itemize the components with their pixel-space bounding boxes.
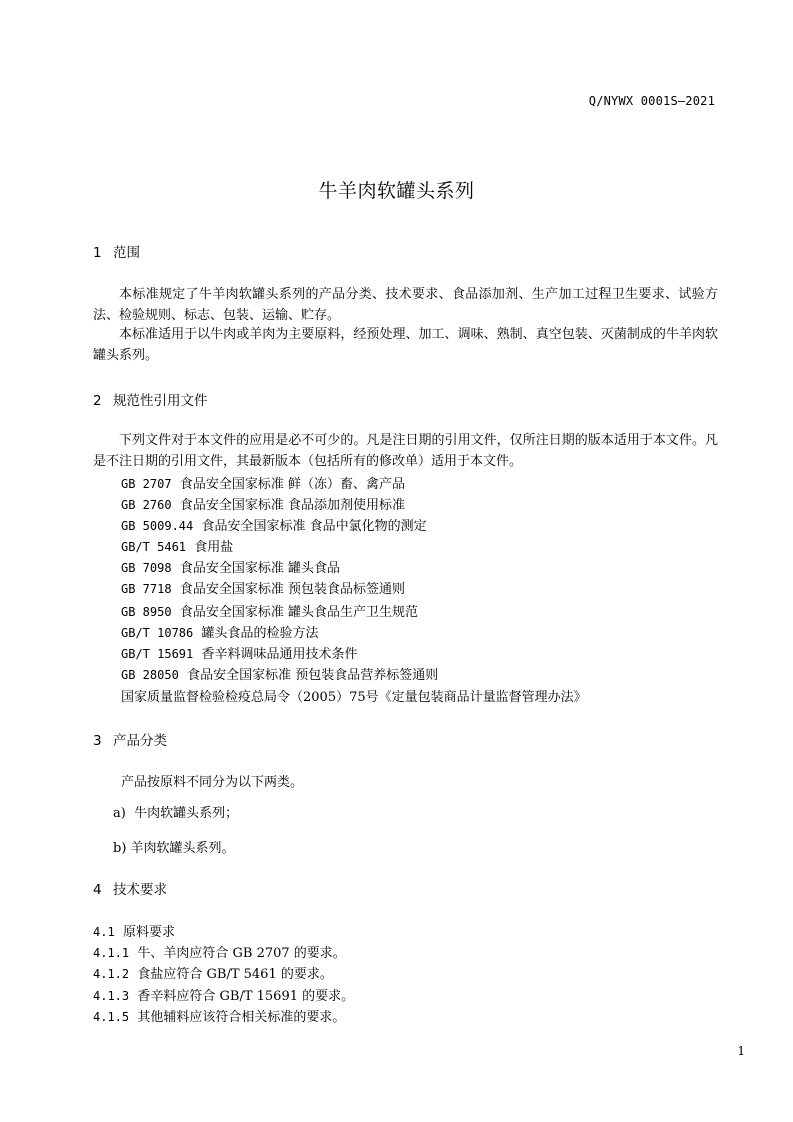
scope-paragraph-1: 本标准规定了牛羊肉软罐头系列的产品分类、技术要求、食品添加剂、生产加工过程卫生要求、试验方法、检验规则、标志、包装、运输、贮存。: [93, 287, 718, 323]
section-title: 产品分类: [113, 733, 167, 749]
reference-code: GB 5009.44: [121, 519, 194, 533]
document-code: Q/NYWX 0001S—2021: [588, 94, 715, 108]
reference-item: [121, 622, 319, 641]
subsection-text: 其他辅料应该符合相关标准的要求。: [137, 1010, 346, 1025]
subsection-text: 牛、羊肉应符合 GB 2707 的要求。: [137, 946, 346, 961]
reference-code: GB/T 10786: [121, 626, 194, 640]
list-text: 羊肉软罐头系列。: [130, 841, 235, 856]
scope-paragraph-2: 本标准适用于以牛肉或羊肉为主要原料，经预处理、加工、调味、熟制、真空包装、灭菌制成的牛羊肉软罐头系列。: [93, 327, 718, 363]
subsection-number: 4.1: [93, 925, 115, 939]
reference-item: [121, 664, 438, 683]
section-1-heading: [93, 241, 140, 261]
section-title: 范围: [113, 245, 140, 261]
subsection-text: 原料要求: [122, 925, 175, 940]
reference-code: GB 8950: [121, 605, 172, 619]
reference-name: 食品安全国家标准 食品中氯化物的测定: [201, 519, 427, 534]
list-marker: b): [113, 841, 127, 856]
section-title: 技术要求: [113, 882, 167, 898]
reference-name: 香辛料调味品通用技术条件: [201, 647, 358, 662]
reference-item: [121, 601, 418, 620]
section-number: 2: [93, 393, 102, 409]
subsection: [93, 1006, 345, 1025]
reference-item: [121, 578, 405, 597]
page-number: 1: [737, 1044, 745, 1058]
section-3-heading: [93, 729, 167, 749]
subsection: [93, 942, 346, 961]
reference-item: [121, 494, 405, 513]
reference-code: GB 2760: [121, 498, 172, 512]
subsection-text: 食盐应符合 GB/T 5461 的要求。: [137, 967, 333, 982]
subsection: [93, 921, 175, 940]
reference-code: GB/T 5461: [121, 540, 187, 554]
classification-intro: 产品按原料不同分为以下两类。: [121, 775, 304, 790]
section-title: 规范性引用文件: [113, 393, 208, 409]
subsection-number: 4.1.5: [93, 1010, 130, 1024]
subsection: [93, 985, 354, 1004]
reference-code: GB 7098: [121, 561, 172, 575]
section-4-heading: [93, 878, 167, 898]
document-title: 牛羊肉软罐头系列: [318, 180, 475, 202]
reference-item: [121, 643, 358, 662]
list-item: [113, 837, 235, 856]
reference-item: [121, 557, 340, 576]
reference-item: [121, 536, 233, 555]
reference-item: [121, 515, 427, 534]
list-item: [113, 802, 238, 821]
reference-name: 食品安全国家标准 罐头食品: [179, 561, 340, 576]
reference-item: [121, 473, 405, 492]
reference-name: 食用盐: [194, 540, 234, 555]
subsection-number: 4.1.1: [93, 946, 130, 960]
subsection-text: 香辛料应符合 GB/T 15691 的要求。: [137, 989, 355, 1004]
subsection: [93, 963, 333, 982]
reference-item-regulation: 国家质量监督检验检疫总局令（2005）75号《定量包装商品计量监督管理办法》: [121, 690, 587, 705]
reference-code: GB 2707: [121, 477, 172, 491]
section-number: 1: [93, 245, 102, 261]
reference-name: 食品安全国家标准 鲜（冻）畜、禽产品: [179, 477, 405, 492]
reference-name: 食品安全国家标准 预包装食品标签通则: [179, 582, 405, 597]
list-marker: a): [113, 806, 126, 821]
section-number: 4: [93, 882, 102, 898]
reference-code: GB 7718: [121, 582, 172, 596]
subsection-number: 4.1.3: [93, 989, 130, 1003]
reference-code: GB/T 15691: [121, 647, 194, 661]
subsection-number: 4.1.2: [93, 967, 130, 981]
references-intro: 下列文件对于本文件的应用是必不可少的。凡是注日期的引用文件，仅所注日期的版本适用于本文件。凡是不注日期的引用文件，其最新版本（包括所有的修改单）适用于本文件。: [93, 433, 718, 469]
reference-name: 食品安全国家标准 预包装食品营养标签通则: [187, 668, 439, 683]
reference-name: 罐头食品的检验方法: [201, 626, 319, 641]
list-text: 牛肉软罐头系列；: [134, 806, 239, 821]
reference-name: 食品安全国家标准 食品添加剂使用标准: [179, 498, 405, 513]
section-number: 3: [93, 733, 102, 749]
section-2-heading: [93, 389, 208, 409]
reference-name: 食品安全国家标准 罐头食品生产卫生规范: [179, 605, 418, 620]
reference-code: GB 28050: [121, 668, 179, 682]
